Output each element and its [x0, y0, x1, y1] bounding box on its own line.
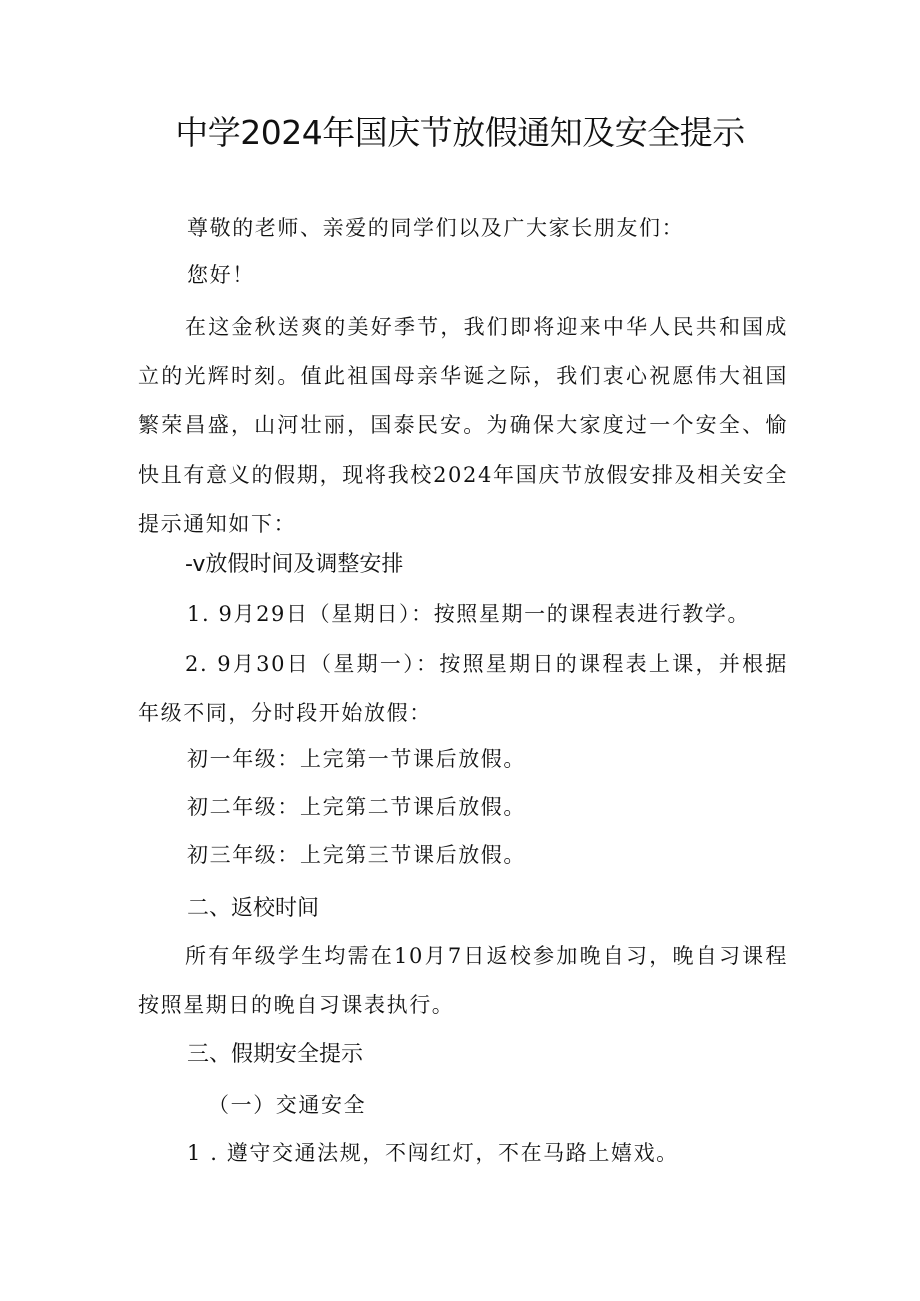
- subsection-traffic-safety: （一）交通安全: [208, 1093, 367, 1117]
- traffic-rule-1: 1 . 遵守交通法规，不闯红灯，不在马路上嬉戏。: [187, 1141, 679, 1165]
- document-title: 中学2024年国庆节放假通知及安全提示: [175, 113, 745, 152]
- return-paragraph: 所有年级学生均需在10月7日返校参加晚自习，晚自习课程按照星期日的晚自习课表执行。: [138, 944, 788, 1018]
- greeting: 您好！: [187, 263, 255, 287]
- intro-paragraph: 在这金秋送爽的美好季节，我们即将迎来中华人民共和国成立的光辉时刻。值此祖国母亲华诞之际，我们衷心祝愿伟大祖国繁荣昌盛，山河壮丽，国泰民安。为确保大家度过一个安全、愉快且有意义的假期，现将我校2024年国庆节放假安排及相关安全提示通知如下：: [138, 315, 788, 536]
- salutation: 尊敬的老师、亲爱的同学们以及广大家长朋友们：: [187, 216, 685, 240]
- section-3-heading: 三、假期安全提示: [187, 1042, 364, 1067]
- section-2-heading: 二、返校时间: [187, 896, 320, 921]
- schedule-item-1: 1. 9月29日（星期日）：按照星期一的课程表进行教学。: [187, 602, 751, 626]
- grade-1-dismissal: 初一年级：上完第一节课后放假。: [187, 747, 526, 771]
- grade-3-dismissal: 初三年级：上完第三节课后放假。: [187, 843, 526, 867]
- schedule-item-2: 2. 9月30日（星期一）：按照星期日的课程表上课，并根据年级不同，分时段开始放假：: [138, 652, 788, 726]
- section-1-heading: -v放假时间及调整安排: [185, 552, 404, 577]
- grade-2-dismissal: 初二年级：上完第二节课后放假。: [187, 795, 526, 819]
